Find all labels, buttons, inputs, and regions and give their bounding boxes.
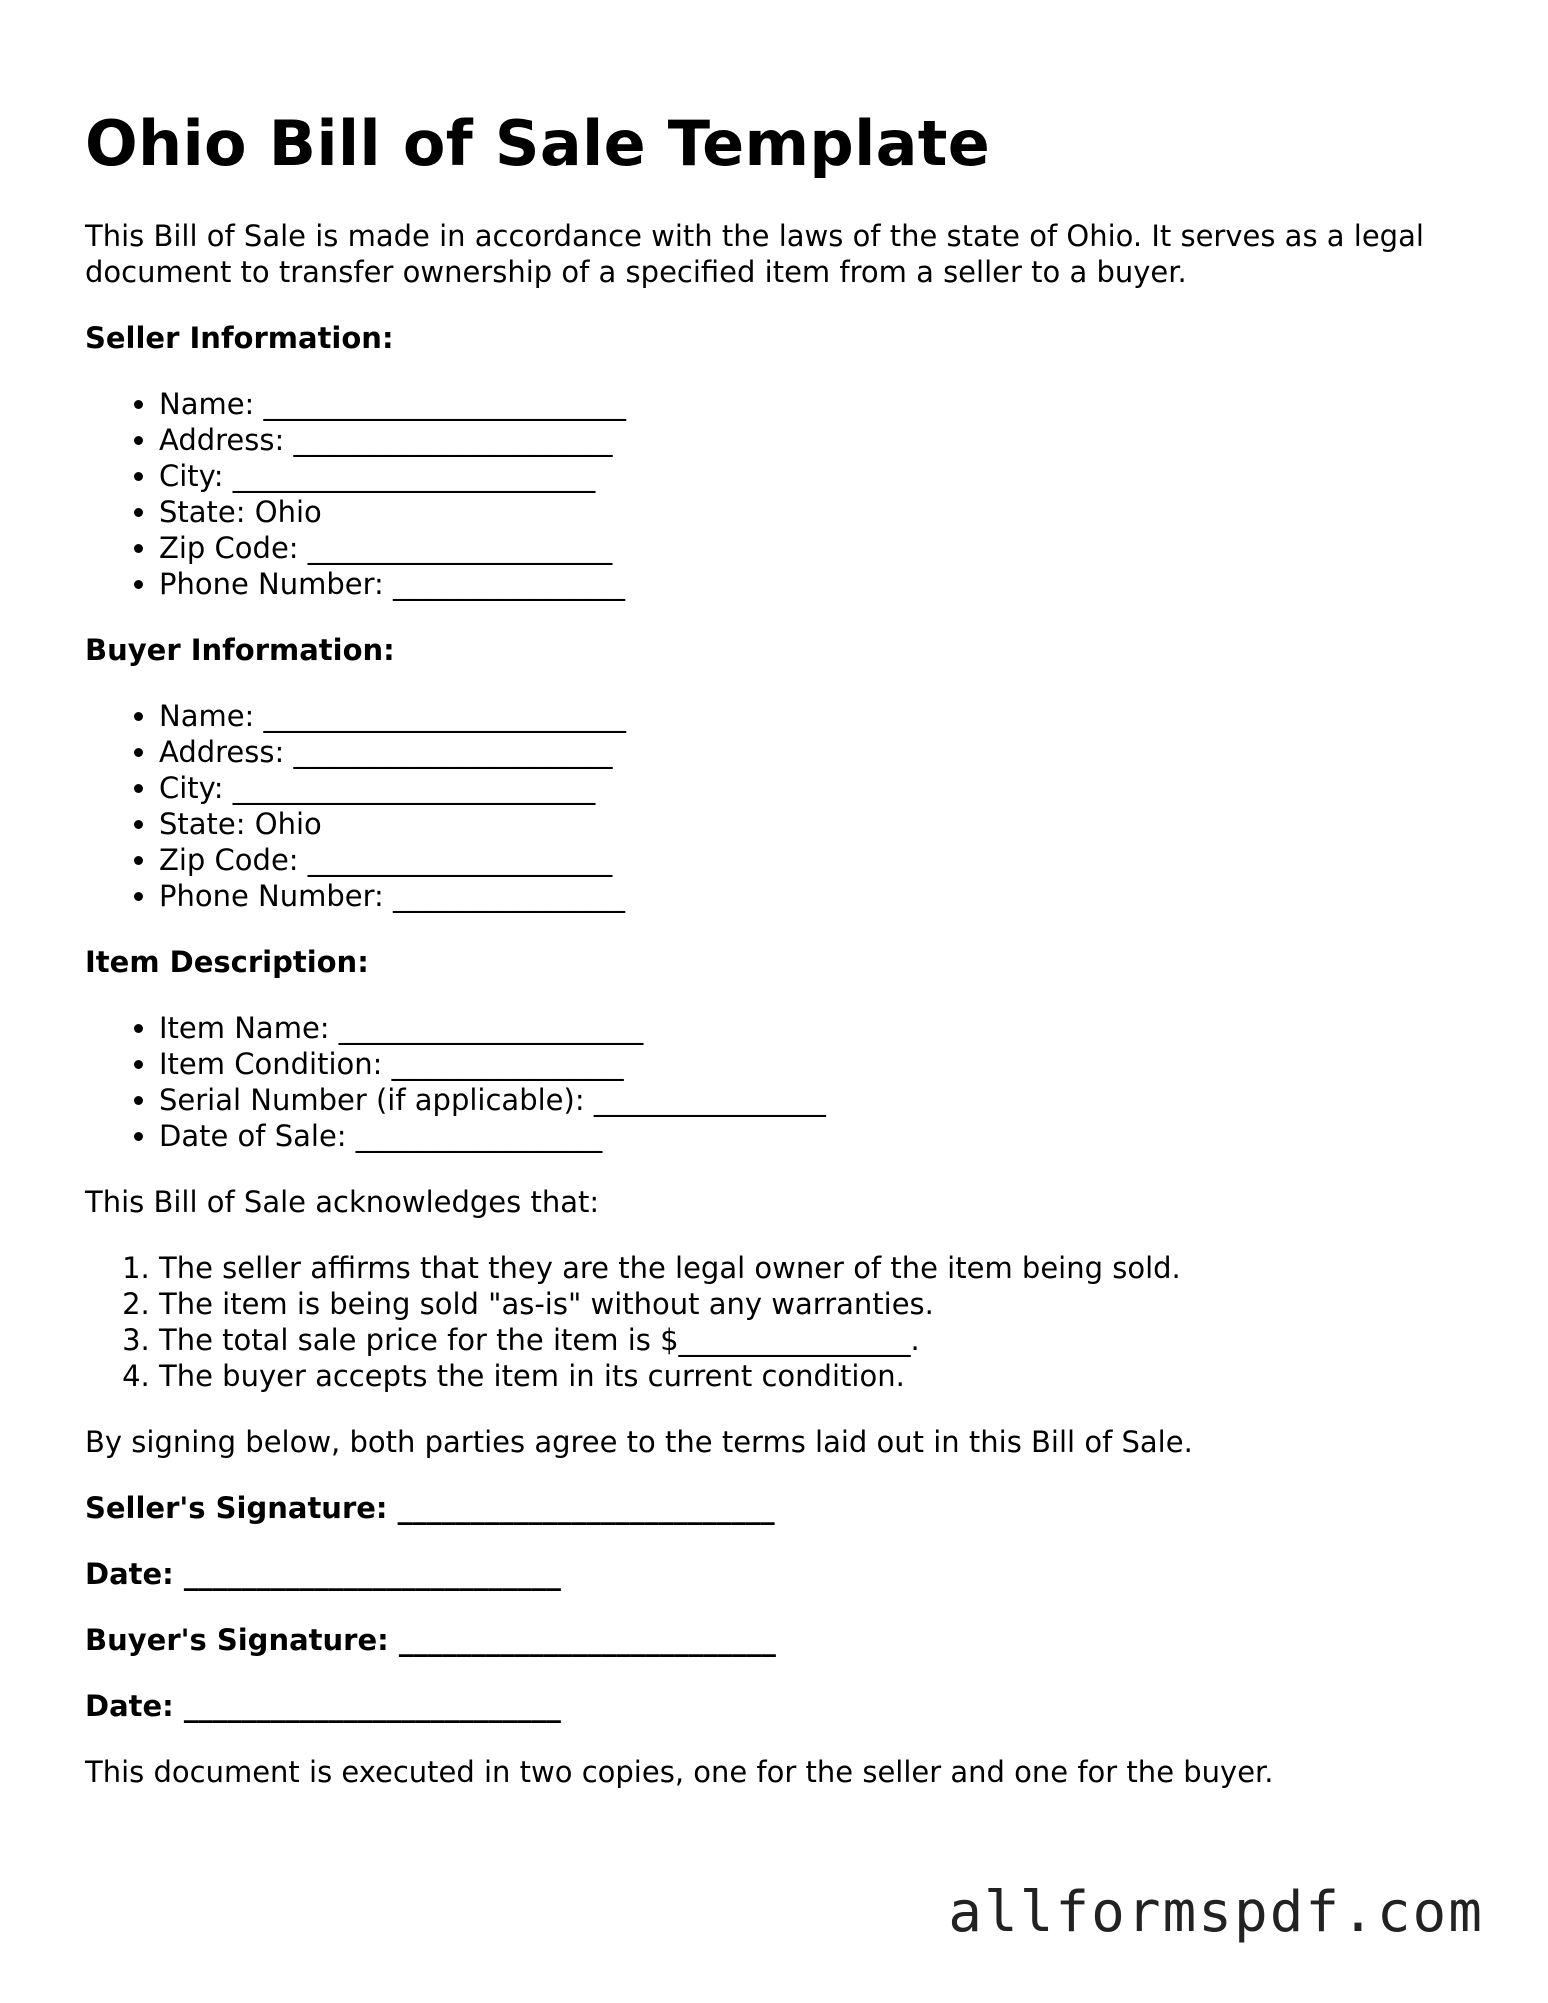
- buyer-zip-field: • Zip Code: _____________________: [159, 842, 1465, 878]
- acknowledge-item: 2. The item is being sold "as-is" without any warranties.: [159, 1286, 1465, 1322]
- item-description-heading: Item Description:: [85, 945, 369, 979]
- seller-info-heading: Seller Information:: [85, 321, 394, 355]
- document-page: [85, 106, 1465, 1790]
- item-name-field: • Item Name: _____________________: [159, 1010, 1465, 1046]
- buyer-date-line: Date: __________________________: [85, 1689, 561, 1723]
- seller-zip-field: • Zip Code: _____________________: [159, 530, 1465, 566]
- seller-info-list: [85, 386, 1465, 602]
- intro-paragraph: This Bill of Sale is made in accordance with the laws of the state of Ohio. It serves as a legal document to transfer ownership of a specified item from a seller to a buyer.: [85, 219, 1424, 289]
- acknowledge-item: 4. The buyer accepts the item in its current condition.: [159, 1358, 1465, 1394]
- buyer-info-list: [85, 698, 1465, 914]
- buyer-info-heading: Buyer Information:: [85, 633, 395, 667]
- seller-state-field: • State: Ohio: [159, 494, 1465, 530]
- buyer-name-field: • Name: _________________________: [159, 698, 1465, 734]
- acknowledge-intro: This Bill of Sale acknowledges that:: [85, 1185, 600, 1219]
- document-title: Ohio Bill of Sale Template: [85, 107, 991, 180]
- seller-name-field: • Name: _________________________: [159, 386, 1465, 422]
- acknowledge-item: 3. The total sale price for the item is $________________.: [159, 1322, 1465, 1358]
- item-condition-field: • Item Condition: ________________: [159, 1046, 1465, 1082]
- item-description-list: [85, 1010, 1465, 1154]
- seller-signature-line: Seller's Signature: __________________________: [85, 1491, 775, 1525]
- buyer-city-field: • City: _________________________: [159, 770, 1465, 806]
- date-of-sale-field: • Date of Sale: _________________: [159, 1118, 1465, 1154]
- buyer-state-field: • State: Ohio: [159, 806, 1465, 842]
- closing-paragraph: This document is executed in two copies, one for the seller and one for the buyer.: [85, 1755, 1274, 1789]
- seller-date-line: Date: __________________________: [85, 1557, 561, 1591]
- seller-city-field: • City: _________________________: [159, 458, 1465, 494]
- seller-phone-field: • Phone Number: ________________: [159, 566, 1465, 602]
- buyer-address-field: • Address: ______________________: [159, 734, 1465, 770]
- acknowledge-item: 1. The seller affirms that they are the legal owner of the item being sold.: [159, 1250, 1465, 1286]
- buyer-phone-field: • Phone Number: ________________: [159, 878, 1465, 914]
- agreement-paragraph: By signing below, both parties agree to the terms laid out in this Bill of Sale.: [85, 1425, 1193, 1459]
- buyer-signature-line: Buyer's Signature: __________________________: [85, 1623, 776, 1657]
- watermark-logo: allformspdf.com: [948, 1880, 1484, 1945]
- seller-address-field: • Address: ______________________: [159, 422, 1465, 458]
- serial-number-field: • Serial Number (if applicable): ________________: [159, 1082, 1465, 1118]
- acknowledge-list: [85, 1250, 1465, 1394]
